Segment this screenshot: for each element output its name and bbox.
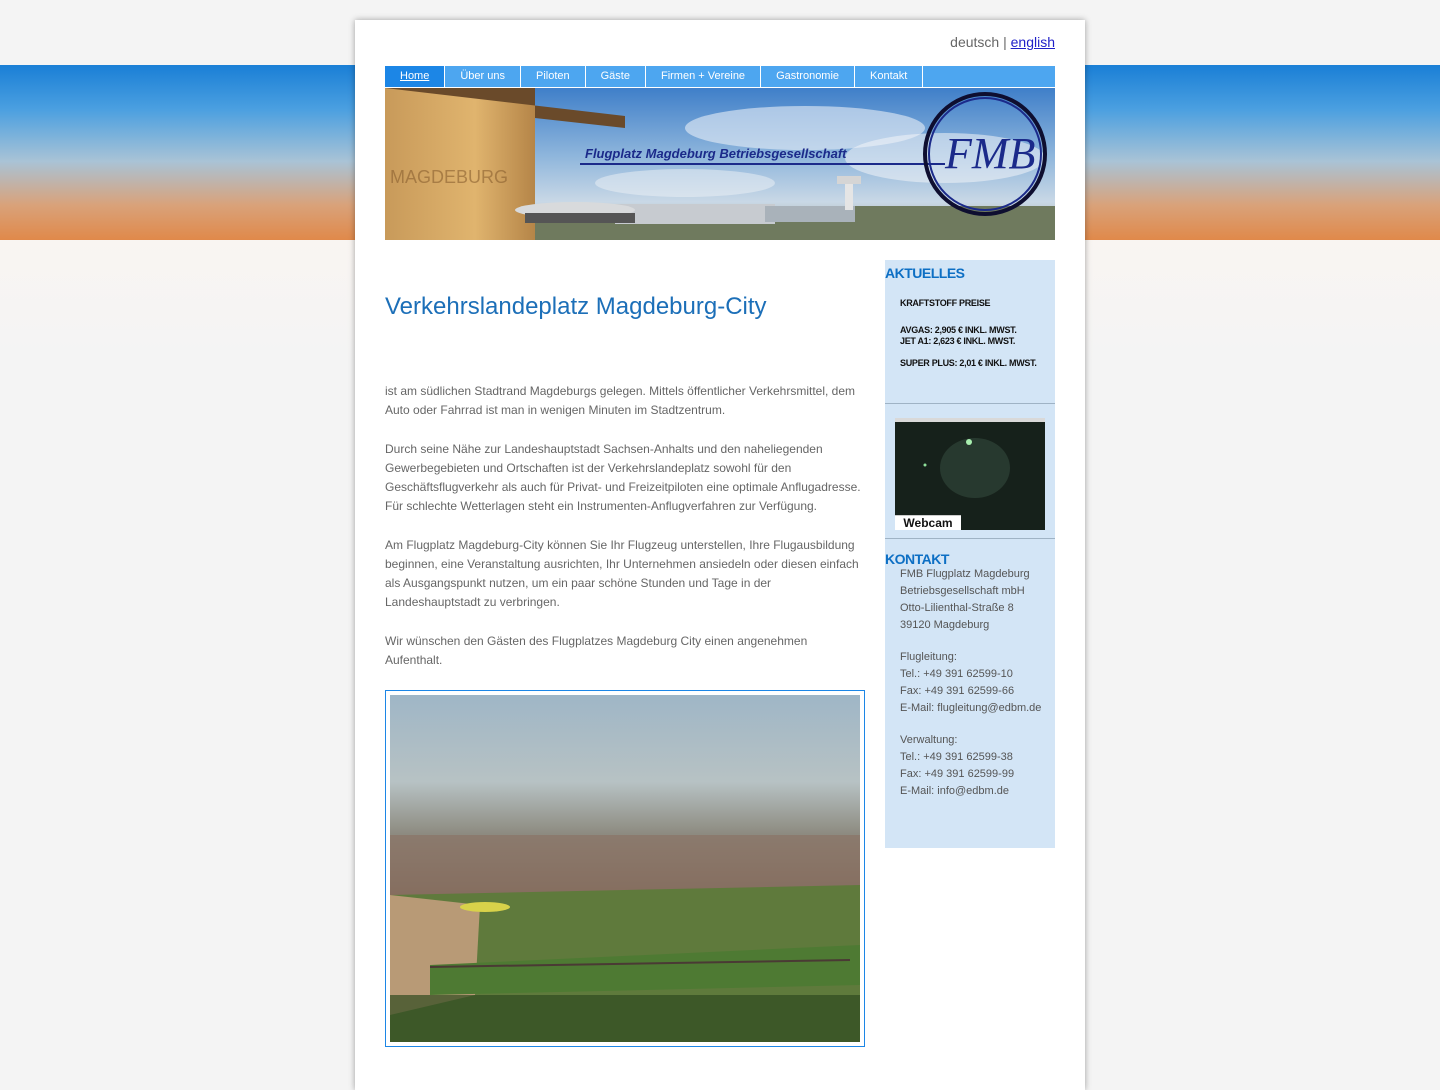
page-container [355, 20, 1085, 1090]
main-navigation [385, 66, 1055, 87]
company-name-line1: FMB Flugplatz Magdeburg [900, 568, 1030, 580]
administration-fax: Fax: +49 391 62599-99 [900, 768, 1015, 780]
lang-separator: | [1003, 34, 1007, 50]
banner-caption: Flugplatz Magdeburg Betriebsgesellschaft [585, 146, 847, 161]
page-title: Verkehrslandeplatz Magdeburg-City [385, 293, 767, 320]
contact-details [900, 566, 1041, 800]
lang-deutsch[interactable]: deutsch [950, 34, 1000, 50]
flight-control-phone: Tel.: +49 391 62599-10 [900, 668, 1013, 680]
street-address: Otto-Lilienthal-Straße 8 [900, 602, 1014, 614]
sidebar-divider [885, 538, 1055, 539]
contact-heading: KONTAKT [885, 551, 949, 567]
fuel-title: KRAFTSTOFF PREISE [900, 298, 991, 308]
nav-piloten[interactable]: Piloten [521, 66, 586, 87]
nav-ueber-uns[interactable]: Über uns [445, 66, 521, 87]
flight-control-email[interactable]: E-Mail: flugleitung@edbm.de [900, 702, 1042, 714]
nav-home[interactable]: Home [385, 66, 445, 87]
location-paragraph: Durch seine Nähe zur Landeshauptstadt Sachsen-Anhalts und den naheliegenden Gewerbegebieten und Ortschaften ist der Verkehrslandeplatz sowohl für den Geschäftsflugverkehr als auch für Privat- und Freizeitpiloten eine optimale Anflugadresse. Für schlechte Wetterlagen steht ein Instrumenten-Anflugverfahren zur Verfügung. [385, 442, 861, 513]
banner-image [385, 88, 1055, 240]
webcam-label[interactable]: Webcam [895, 515, 961, 530]
language-switcher [950, 34, 1055, 50]
nav-kontakt[interactable]: Kontakt [855, 66, 923, 87]
fmb-logo: FMB [945, 129, 1036, 178]
webcam-thumbnail[interactable] [895, 418, 1045, 530]
nav-gaeste[interactable]: Gäste [586, 66, 646, 87]
fuel-super-plus: SUPER PLUS: 2,01 € INKL. MWST. [900, 358, 1037, 368]
fuel-avgas: AVGAS: 2,905 € INKL. MWST. [900, 325, 1017, 335]
sidebar [885, 260, 1055, 848]
hangar-lettering: MAGDEBURG [390, 167, 509, 187]
nav-firmen-vereine[interactable]: Firmen + Vereine [646, 66, 761, 87]
header-banner [385, 88, 1055, 240]
aerial-photo-frame [385, 690, 865, 1047]
welcome-paragraph: Wir wünschen den Gästen des Flugplatzes Magdeburg City einen angenehmen Aufenthalt. [385, 634, 808, 667]
webcam-image [895, 418, 1045, 530]
news-heading: AKTUELLES [885, 265, 965, 281]
main-content [385, 382, 865, 690]
nav-gastronomie[interactable]: Gastronomie [761, 66, 855, 87]
fuel-jet-a1: JET A1: 2,623 € INKL. MWST. [900, 336, 1016, 346]
city-address: 39120 Magdeburg [900, 619, 990, 631]
company-name-line2: Betriebsgesellschaft mbH [900, 585, 1025, 597]
flight-control-label: Flugleitung: [900, 651, 957, 663]
administration-phone: Tel.: +49 391 62599-38 [900, 751, 1013, 763]
flight-control-fax: Fax: +49 391 62599-66 [900, 685, 1015, 697]
administration-label: Verwaltung: [900, 734, 958, 746]
intro-paragraph: ist am südlichen Stadtrand Magdeburgs gelegen. Mittels öffentlicher Verkehrsmittel, dem Auto oder Fahrrad ist man in wenigen Minuten im Stadtzentrum. [385, 384, 856, 417]
administration-email[interactable]: E-Mail: info@edbm.de [900, 785, 1009, 797]
sidebar-divider [885, 403, 1055, 404]
lang-english-link[interactable]: english [1010, 34, 1055, 50]
services-paragraph: Am Flugplatz Magdeburg-City können Sie Ihr Flugzeug unterstellen, Ihre Flugausbildung beginnen, eine Veranstaltung ausrichten, Ihr Unternehmen ansiedeln oder diesen einfach als Ausgangspunkt nutzen, um ein paar schöne Stunden und Tage in der Landeshauptstadt zu verbringen. [385, 538, 859, 609]
aerial-photo [390, 695, 860, 1042]
